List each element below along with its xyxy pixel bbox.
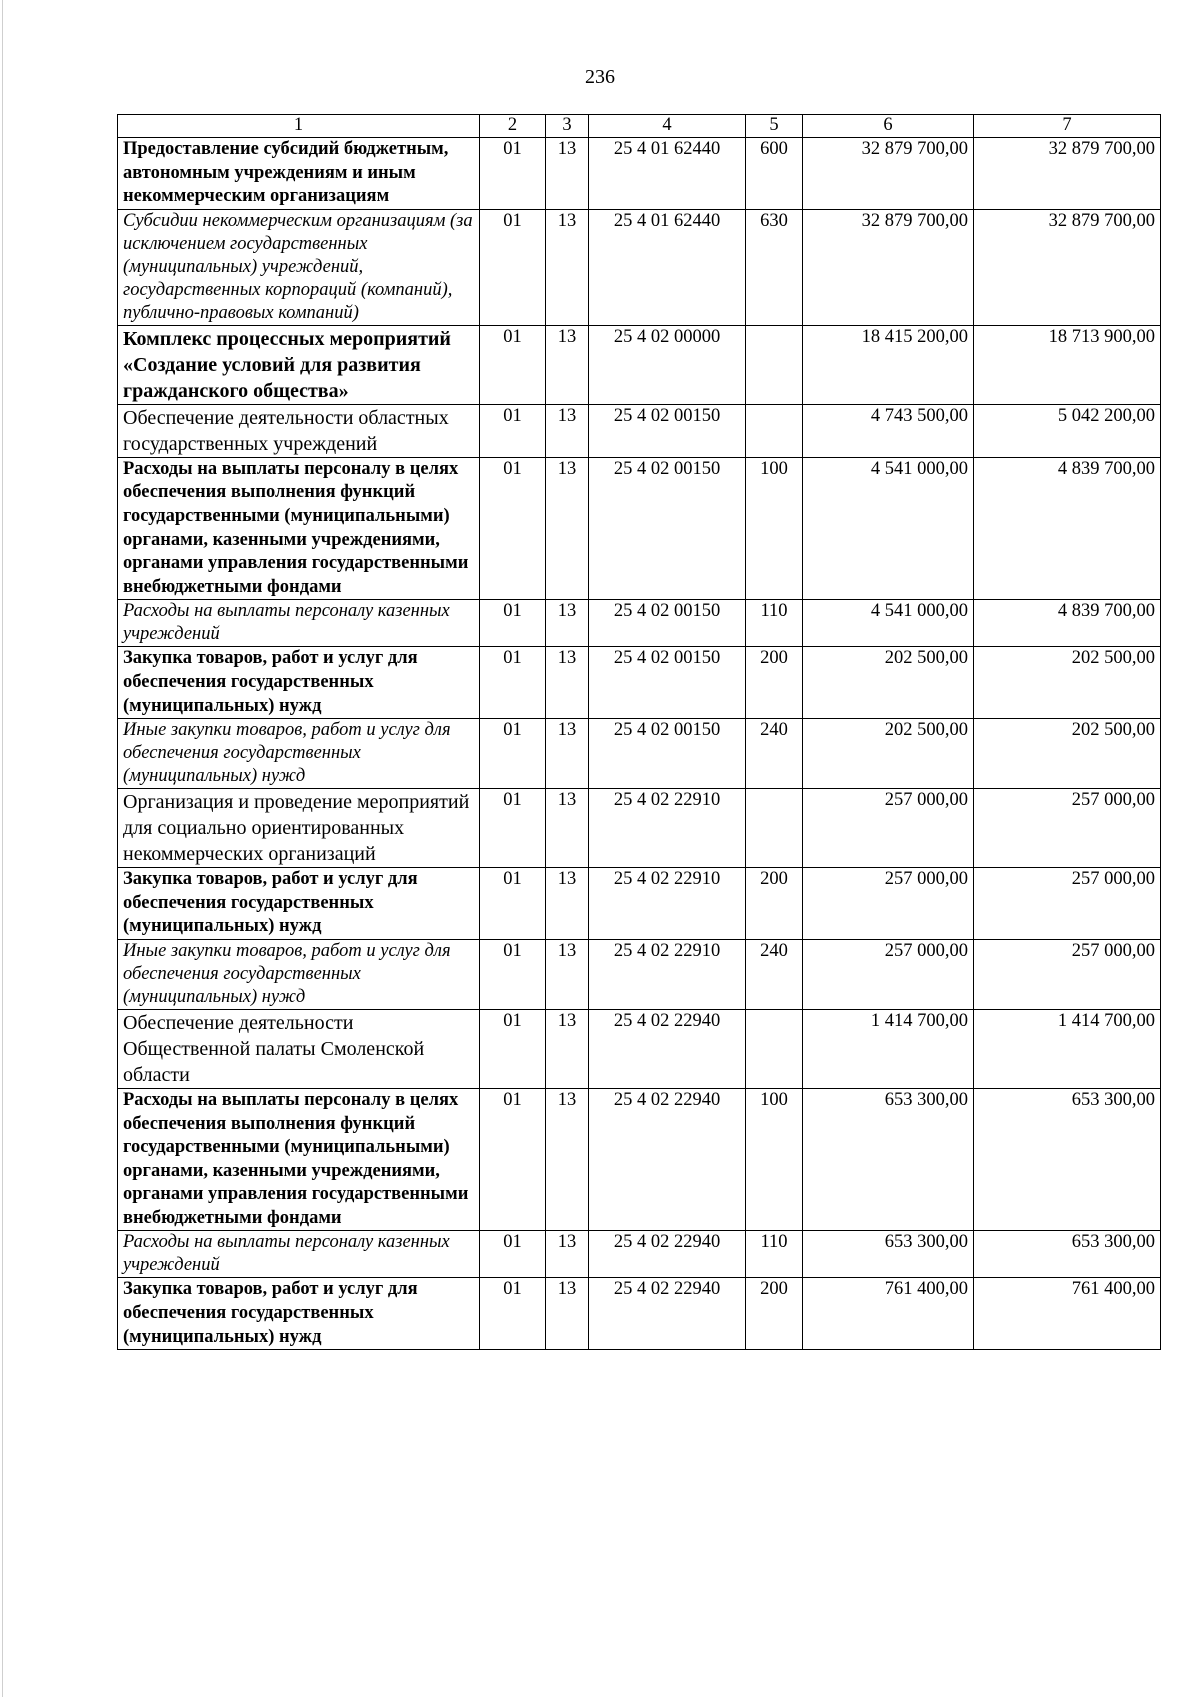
amount-year-1-cell: 257 000,00 — [803, 789, 974, 868]
table-row — [118, 404, 1161, 457]
subsection-code-cell: 13 — [546, 209, 589, 325]
column-number: 3 — [546, 115, 589, 138]
budget-table — [117, 114, 1161, 1350]
target-article-cell: 25 4 02 22940 — [589, 1278, 746, 1350]
target-article-cell: 25 4 02 00150 — [589, 404, 746, 457]
section-code-cell: 01 — [480, 868, 546, 940]
table-row — [118, 789, 1161, 868]
table-row — [118, 939, 1161, 1009]
amount-year-1-cell: 761 400,00 — [803, 1278, 974, 1350]
expense-type-cell — [746, 789, 803, 868]
amount-year-2-cell: 1 414 700,00 — [974, 1009, 1161, 1088]
expense-type-cell — [746, 325, 803, 404]
column-number-row — [118, 115, 1161, 138]
table-row — [118, 1088, 1161, 1231]
table-row — [118, 719, 1161, 789]
column-number: 2 — [480, 115, 546, 138]
expense-type-cell — [746, 404, 803, 457]
amount-year-2-cell: 32 879 700,00 — [974, 209, 1161, 325]
section-code-cell: 01 — [480, 138, 546, 210]
subsection-code-cell: 13 — [546, 789, 589, 868]
subsection-code-cell: 13 — [546, 1009, 589, 1088]
amount-year-2-cell: 18 713 900,00 — [974, 325, 1161, 404]
section-code-cell: 01 — [480, 600, 546, 647]
expense-type-cell — [746, 1009, 803, 1088]
table-body — [118, 115, 1161, 1350]
target-article-cell: 25 4 02 00150 — [589, 457, 746, 600]
row-name-cell: Обеспечение деятельности областных государственных учреждений — [118, 404, 480, 457]
amount-year-1-cell: 32 879 700,00 — [803, 209, 974, 325]
row-name-cell: Иные закупки товаров, работ и услуг для обеспечения государственных (муниципальных) нужд — [118, 939, 480, 1009]
section-code-cell: 01 — [480, 939, 546, 1009]
target-article-cell: 25 4 02 22940 — [589, 1009, 746, 1088]
section-code-cell: 01 — [480, 325, 546, 404]
amount-year-1-cell: 257 000,00 — [803, 939, 974, 1009]
amount-year-2-cell: 257 000,00 — [974, 868, 1161, 940]
table-row — [118, 1009, 1161, 1088]
target-article-cell: 25 4 02 00150 — [589, 600, 746, 647]
subsection-code-cell: 13 — [546, 1231, 589, 1278]
amount-year-2-cell: 257 000,00 — [974, 939, 1161, 1009]
section-code-cell: 01 — [480, 1009, 546, 1088]
expense-type-cell: 100 — [746, 1088, 803, 1231]
section-code-cell: 01 — [480, 719, 546, 789]
amount-year-1-cell: 202 500,00 — [803, 647, 974, 719]
row-name-cell: Комплекс процессных мероприятий «Создание условий для развития гражданского общества» — [118, 325, 480, 404]
target-article-cell: 25 4 01 62440 — [589, 138, 746, 210]
column-number: 4 — [589, 115, 746, 138]
amount-year-2-cell: 653 300,00 — [974, 1088, 1161, 1231]
amount-year-1-cell: 32 879 700,00 — [803, 138, 974, 210]
row-name-cell: Расходы на выплаты персоналу казенных учреждений — [118, 600, 480, 647]
table-row — [118, 457, 1161, 600]
amount-year-1-cell: 1 414 700,00 — [803, 1009, 974, 1088]
section-code-cell: 01 — [480, 209, 546, 325]
subsection-code-cell: 13 — [546, 138, 589, 210]
amount-year-2-cell: 4 839 700,00 — [974, 600, 1161, 647]
scan-edge-line — [2, 0, 3, 1697]
expense-type-cell: 240 — [746, 719, 803, 789]
subsection-code-cell: 13 — [546, 1088, 589, 1231]
section-code-cell: 01 — [480, 457, 546, 600]
row-name-cell: Обеспечение деятельности Общественной палаты Смоленской области — [118, 1009, 480, 1088]
target-article-cell: 25 4 02 00150 — [589, 647, 746, 719]
subsection-code-cell: 13 — [546, 325, 589, 404]
target-article-cell: 25 4 02 00000 — [589, 325, 746, 404]
amount-year-1-cell: 257 000,00 — [803, 868, 974, 940]
expense-type-cell: 240 — [746, 939, 803, 1009]
section-code-cell: 01 — [480, 789, 546, 868]
subsection-code-cell: 13 — [546, 868, 589, 940]
table-row — [118, 1278, 1161, 1350]
target-article-cell: 25 4 02 22910 — [589, 939, 746, 1009]
row-name-cell: Закупка товаров, работ и услуг для обеспечения государственных (муниципальных) нужд — [118, 647, 480, 719]
table-row — [118, 600, 1161, 647]
row-name-cell: Организация и проведение мероприятий для социально ориентированных некоммерческих организаций — [118, 789, 480, 868]
target-article-cell: 25 4 01 62440 — [589, 209, 746, 325]
row-name-cell: Субсидии некоммерческим организациям (за исключением государственных (муниципальных) учреждений, государственных корпораций (компаний), публично-правовых компаний) — [118, 209, 480, 325]
row-name-cell: Расходы на выплаты персоналу в целях обеспечения выполнения функций государственными (муниципальными) органами, казенными учреждениями, органами управления государственными внебюджетными фондами — [118, 1088, 480, 1231]
row-name-cell: Предоставление субсидий бюджетным, автономным учреждениям и иным некоммерческим организациям — [118, 138, 480, 210]
expense-type-cell: 110 — [746, 600, 803, 647]
expense-type-cell: 200 — [746, 868, 803, 940]
section-code-cell: 01 — [480, 1231, 546, 1278]
subsection-code-cell: 13 — [546, 404, 589, 457]
amount-year-1-cell: 4 743 500,00 — [803, 404, 974, 457]
table-row — [118, 868, 1161, 940]
subsection-code-cell: 13 — [546, 600, 589, 647]
amount-year-2-cell: 4 839 700,00 — [974, 457, 1161, 600]
section-code-cell: 01 — [480, 1278, 546, 1350]
target-article-cell: 25 4 02 22940 — [589, 1231, 746, 1278]
amount-year-2-cell: 761 400,00 — [974, 1278, 1161, 1350]
amount-year-2-cell: 653 300,00 — [974, 1231, 1161, 1278]
target-article-cell: 25 4 02 22910 — [589, 868, 746, 940]
row-name-cell: Иные закупки товаров, работ и услуг для обеспечения государственных (муниципальных) нужд — [118, 719, 480, 789]
column-number: 7 — [974, 115, 1161, 138]
amount-year-1-cell: 4 541 000,00 — [803, 457, 974, 600]
subsection-code-cell: 13 — [546, 1278, 589, 1350]
subsection-code-cell: 13 — [546, 457, 589, 600]
target-article-cell: 25 4 02 22940 — [589, 1088, 746, 1231]
table-row — [118, 1231, 1161, 1278]
section-code-cell: 01 — [480, 1088, 546, 1231]
expense-type-cell: 630 — [746, 209, 803, 325]
column-number: 6 — [803, 115, 974, 138]
subsection-code-cell: 13 — [546, 939, 589, 1009]
amount-year-2-cell: 32 879 700,00 — [974, 138, 1161, 210]
expense-type-cell: 200 — [746, 1278, 803, 1350]
amount-year-2-cell: 257 000,00 — [974, 789, 1161, 868]
amount-year-1-cell: 653 300,00 — [803, 1231, 974, 1278]
page-number: 236 — [585, 66, 615, 88]
amount-year-1-cell: 18 415 200,00 — [803, 325, 974, 404]
table-row — [118, 647, 1161, 719]
amount-year-1-cell: 202 500,00 — [803, 719, 974, 789]
subsection-code-cell: 13 — [546, 719, 589, 789]
amount-year-2-cell: 202 500,00 — [974, 719, 1161, 789]
expense-type-cell: 200 — [746, 647, 803, 719]
table-row — [118, 325, 1161, 404]
target-article-cell: 25 4 02 22910 — [589, 789, 746, 868]
table-row — [118, 138, 1161, 210]
amount-year-2-cell: 5 042 200,00 — [974, 404, 1161, 457]
row-name-cell: Расходы на выплаты персоналу казенных учреждений — [118, 1231, 480, 1278]
amount-year-1-cell: 653 300,00 — [803, 1088, 974, 1231]
section-code-cell: 01 — [480, 647, 546, 719]
expense-type-cell: 110 — [746, 1231, 803, 1278]
expense-type-cell: 600 — [746, 138, 803, 210]
column-number: 1 — [118, 115, 480, 138]
column-number: 5 — [746, 115, 803, 138]
expense-type-cell: 100 — [746, 457, 803, 600]
row-name-cell: Расходы на выплаты персоналу в целях обеспечения выполнения функций государственными (муниципальными) органами, казенными учреждениями, органами управления государственными внебюджетными фондами — [118, 457, 480, 600]
target-article-cell: 25 4 02 00150 — [589, 719, 746, 789]
row-name-cell: Закупка товаров, работ и услуг для обеспечения государственных (муниципальных) нужд — [118, 868, 480, 940]
amount-year-1-cell: 4 541 000,00 — [803, 600, 974, 647]
amount-year-2-cell: 202 500,00 — [974, 647, 1161, 719]
subsection-code-cell: 13 — [546, 647, 589, 719]
section-code-cell: 01 — [480, 404, 546, 457]
table-row — [118, 209, 1161, 325]
row-name-cell: Закупка товаров, работ и услуг для обеспечения государственных (муниципальных) нужд — [118, 1278, 480, 1350]
